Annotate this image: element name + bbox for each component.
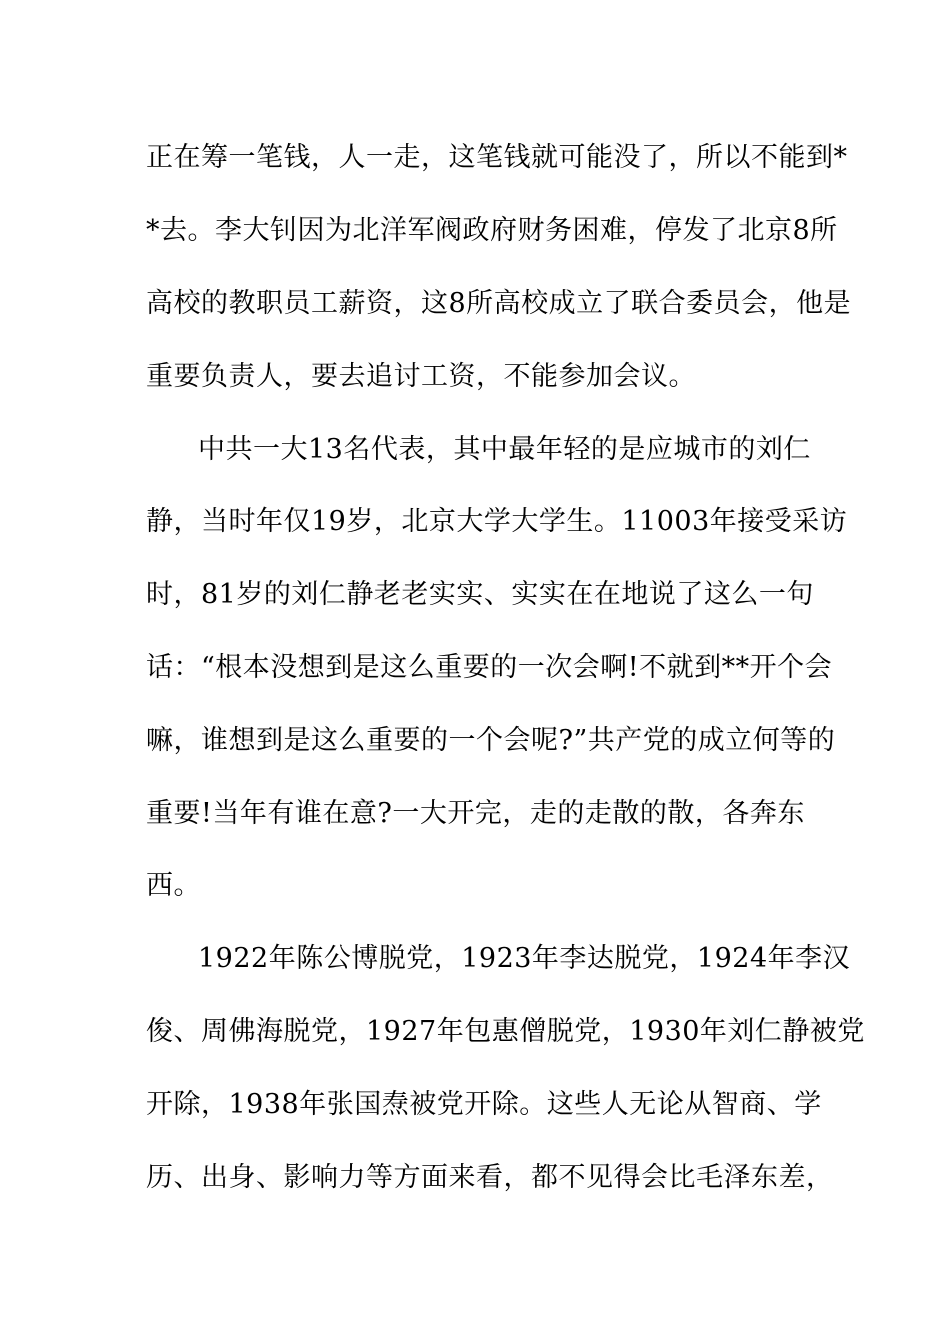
- text-line: 静，当时年仅19岁，北京大学大学生。11003年接受采访: [146, 506, 848, 537]
- text-line: 时，81岁的刘仁静老老实实、实实在在地说了这么一句: [146, 579, 814, 610]
- text-line: 开除，1938年张国焘被党开除。这些人无论从智商、学: [146, 1089, 822, 1120]
- text-line: 正在筹一笔钱，人一走，这笔钱就可能没了，所以不能到*: [146, 142, 848, 173]
- text-line: 1922年陈公博脱党，1923年李达脱党，1924年李汉: [198, 943, 851, 974]
- text-line: 重要!当年有谁在意?一大开完，走的走散的散，各奔东: [146, 798, 805, 829]
- text-line: 历、出身、影响力等方面来看，都不见得会比毛泽东差，: [146, 1162, 834, 1193]
- text-line: 西。: [146, 870, 201, 901]
- text-line: 高校的教职员工薪资，这8所高校成立了联合委员会，他是: [146, 288, 852, 319]
- text-line: 俊、周佛海脱党，1927年包惠僧脱党，1930年刘仁静被党: [146, 1016, 865, 1047]
- text-line: 话：“根本没想到是这么重要的一次会啊!不就到**开个会: [146, 652, 833, 683]
- text-line: 中共一大13名代表，其中最年轻的是应城市的刘仁: [198, 434, 811, 465]
- text-line: *去。李大钊因为北洋军阀政府财务困难，停发了北京8所: [146, 215, 838, 246]
- text-line: 嘛，谁想到是这么重要的一个会呢?”共产党的成立何等的: [146, 725, 836, 756]
- text-line: 重要负责人，要去追讨工资，不能参加会议。: [146, 361, 696, 392]
